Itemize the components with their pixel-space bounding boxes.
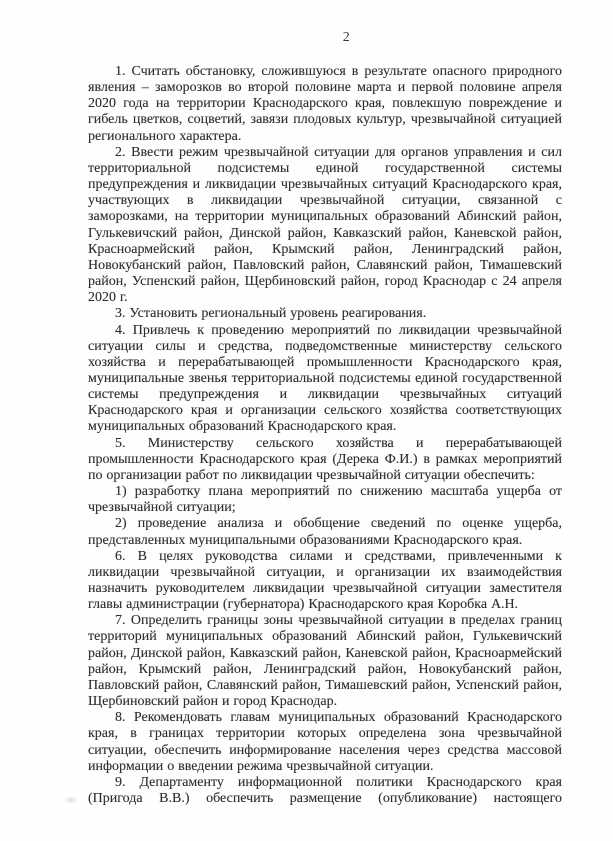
page-number: 2: [342, 30, 351, 45]
paragraph-5-subitem-1: 1) разработку плана мероприятий по снижению масштаба ущерба от чрезвычайной ситуации;: [88, 484, 562, 516]
paragraph-8: 8. Рекомендовать главам муниципальных образований Краснодарского края, в границах территории которых определена зона чрезвычайной ситуации, обеспечить информирование населения через средства массовой информации о введении режима чрезвычайной ситуации.: [88, 710, 562, 774]
paragraph-1: 1. Считать обстановку, сложившуюся в результате опасного природного явления – заморозков во второй половине марта и первой половине апреля 2020 года на территории Краснодарского края, повлекшую повреждение и гибель цветков, соцветий, завязи плодовых культур, чрезвычайной ситуацией регионального характера.: [88, 64, 562, 144]
paragraph-9: 9. Департаменту информационной политики Краснодарского края (Пригода В.В.) обеспечить размещение (опубликование) настоящего: [88, 774, 562, 807]
paragraph-5-subitem-2: 2) проведение анализа и обобщение сведений по оценке ущерба, представленных муниципальными образованиями Краснодарского края.: [88, 516, 562, 548]
paragraph-7: 7. Определить границы зоны чрезвычайной ситуации в пределах границ территорий муниципальных образований Абинский район, Гулькевичский район, Динской район, Кавказский район, Каневской район, Красноармейский район, Крымский район, Ленинградский район, Новокубанский район, Павловский район, Славянский район, Тимашевский район, Успенский район, Щербиновский район и город Краснодар.: [88, 613, 562, 710]
scan-artifact: [64, 796, 78, 804]
paragraph-3: 3. Установить региональный уровень реагирования.: [115, 306, 427, 322]
paragraph-5: 5. Министерству сельского хозяйства и перерабатывающей промышленности Краснодарского края (Дерека Ф.И.) в рамках мероприятий по организации работ по ликвидации чрезвычайной ситуации обеспечить:: [88, 435, 562, 483]
paragraph-2: 2. Ввести режим чрезвычайной ситуации для органов управления и сил территориальной подсистемы единой государственной системы предупреждения и ликвидации чрезвычайных ситуаций Краснодарского края, участвующих в ликвидации чрезвычайной ситуации, связанной с заморозками, на территории муниципальных образований Абинский район, Гулькевичский район, Динской район, Кавказский район, Каневской район, Красноармейский район, Крымский район, Ленинградский район, Новокубанский район, Павловский район, Славянский район, Тимашевский район, Успенский район, Щербиновский район, город Краснодар с 24 апреля 2020 г.: [88, 144, 562, 306]
document-body: [88, 64, 562, 807]
paragraph-4: 4. Привлечь к проведению мероприятий по ликвидации чрезвычайной ситуации силы и средства, подведомственные министерству сельского хозяйства и перерабатывающей промышленности Краснодарского края, муниципальные звенья территориальной подсистемы единой государственной системы предупреждения и ликвидации чрезвычайных ситуаций Краснодарского края и организации сельского хозяйства соответствующих муниципальных образований Краснодарского края.: [88, 322, 562, 435]
paragraph-6: 6. В целях руководства силами и средствами, привлеченными к ликвидации чрезвычайной ситуации, и организации их взаимодействия назначить руководителем ликвидации чрезвычайной ситуации заместителя главы администрации (губернатора) Краснодарского края Коробка А.Н.: [88, 548, 562, 613]
